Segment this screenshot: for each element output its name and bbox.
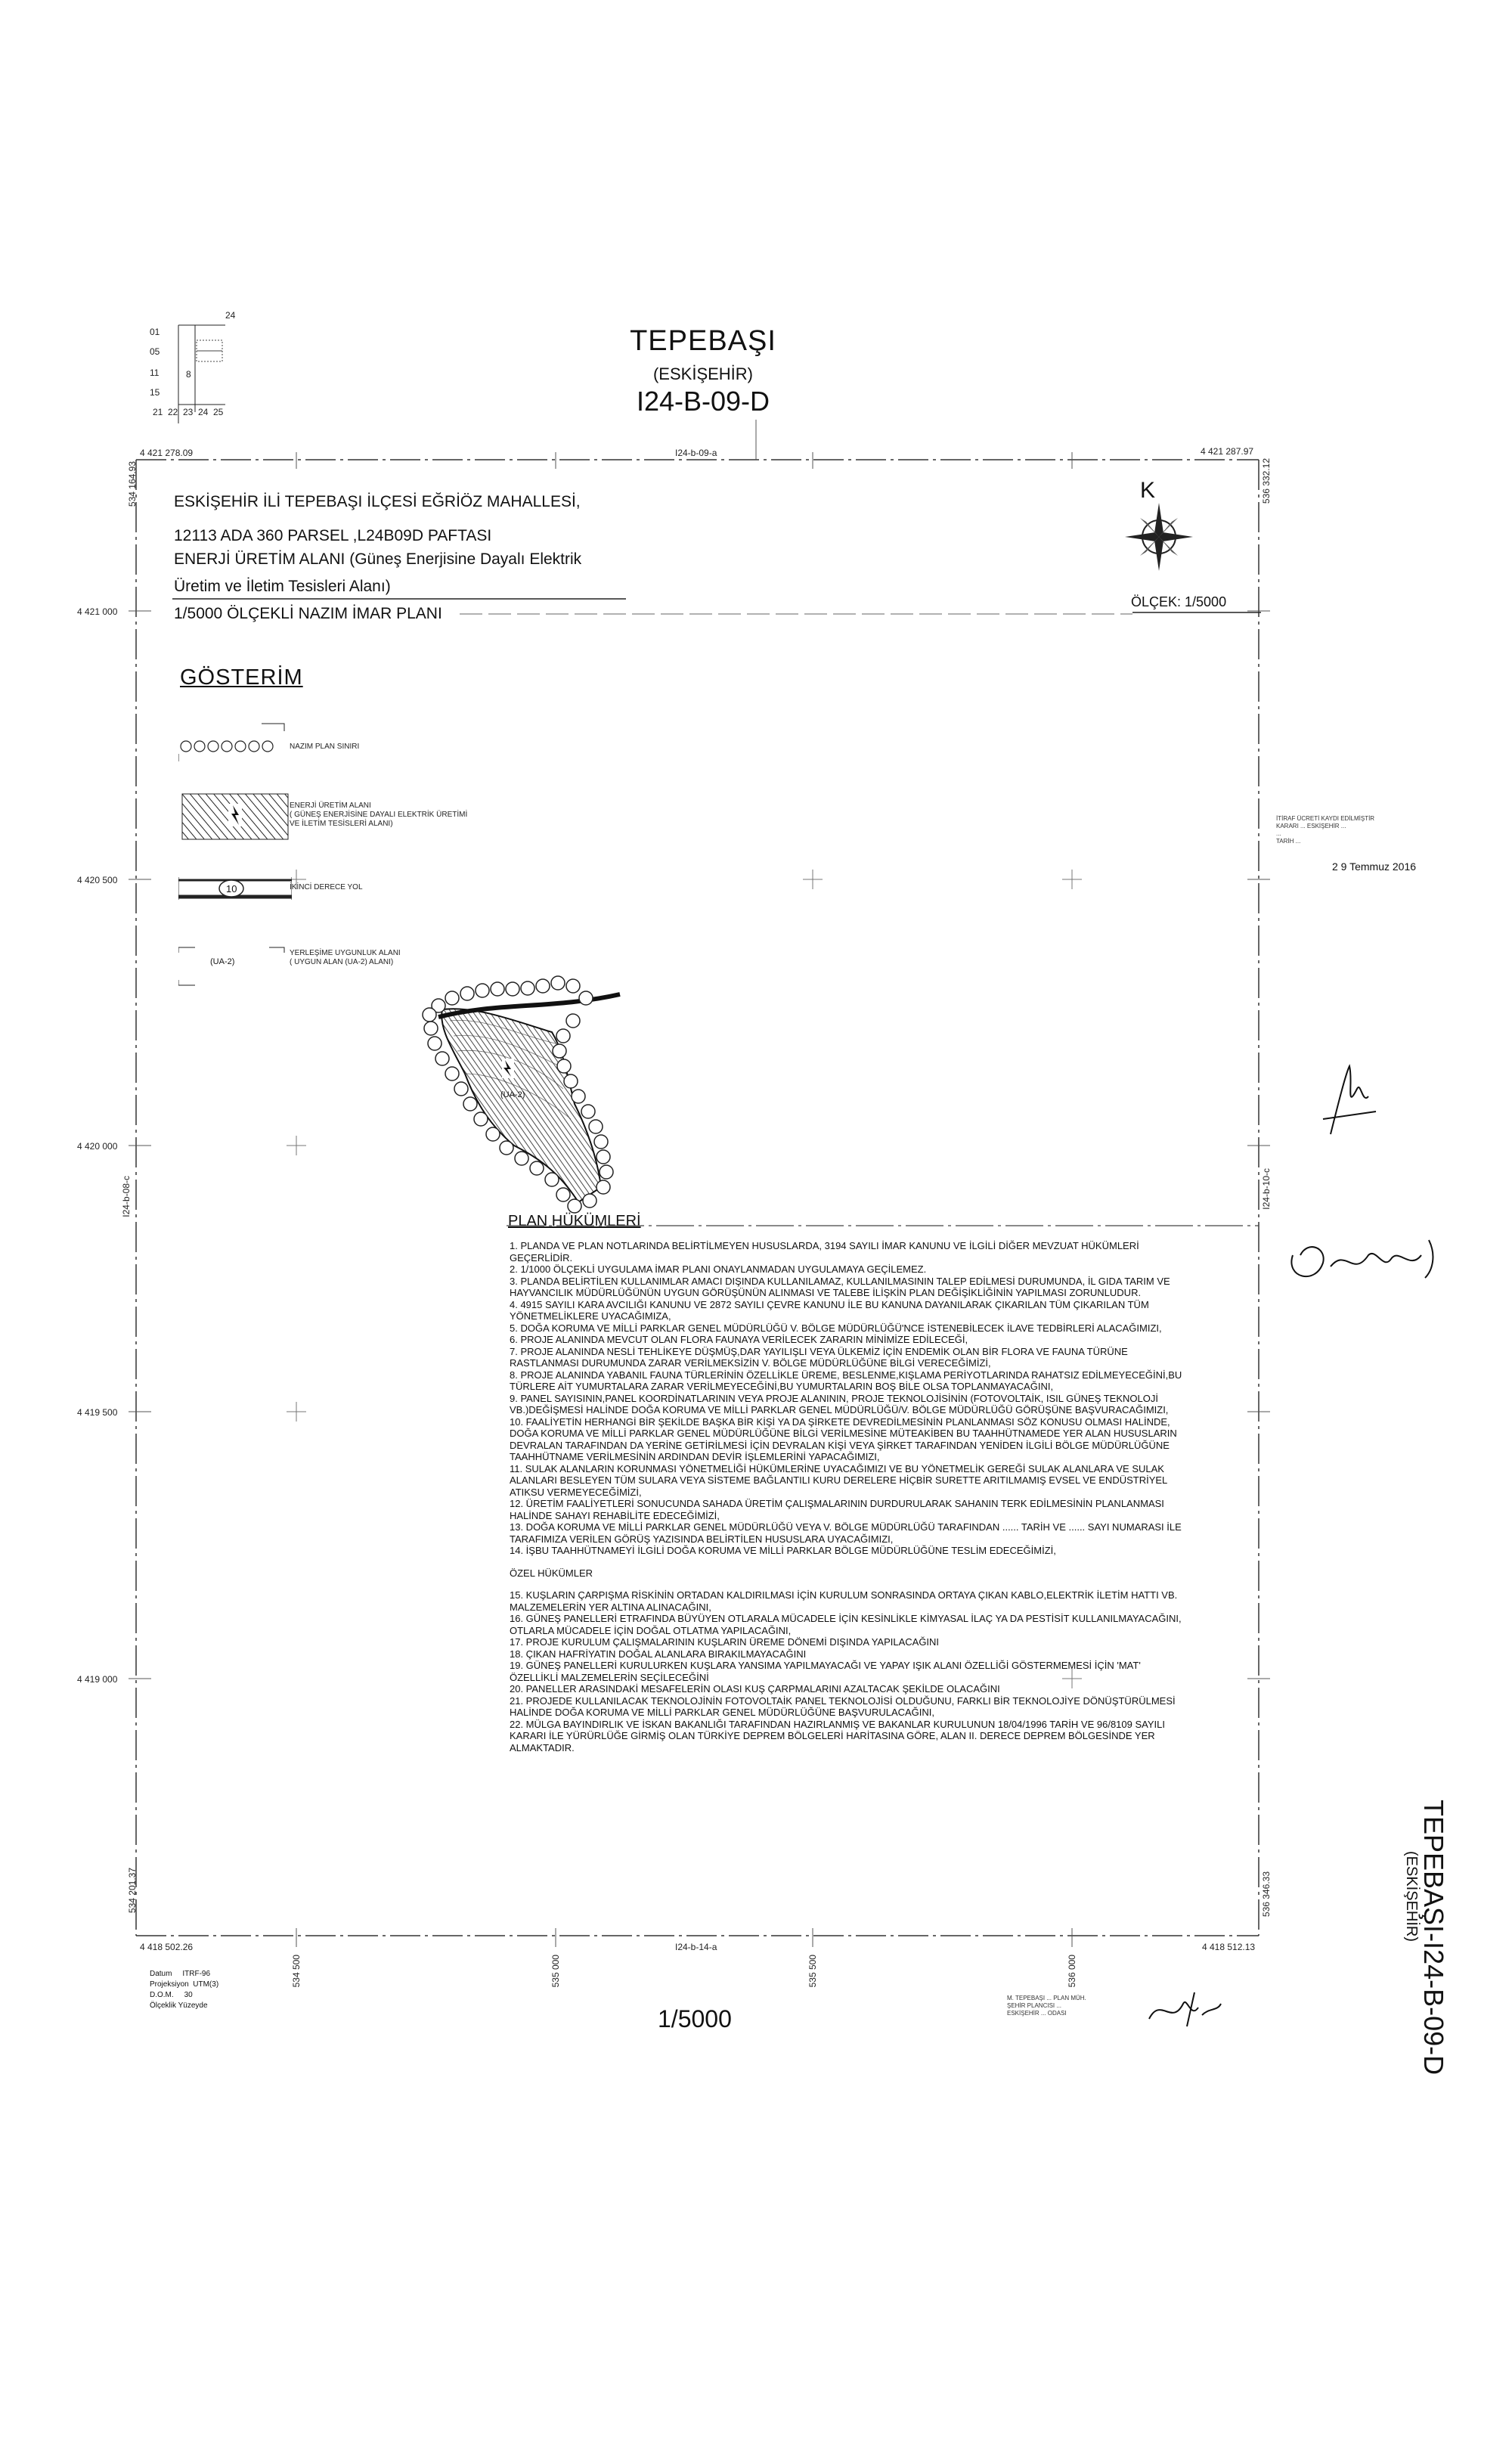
special-provision-item: 21. PROJEDE KULLANILACAK TEKNOLOJİNİN FOTOVOLTAİK PANEL TEKNOLOJİSİ OLDUĞUNU, FARKLI BİR TEKNOLOJİYE DÖNÜŞTÜRÜLMESİ HALİNDE DOĞA KORUMA VE MİLLİ PARKLAR GENEL MÜDÜRLÜĞÜNE BAŞVURULACAĞINI, — [510, 1694, 1176, 1718]
coord-label: I24-b-10-c — [1261, 1168, 1272, 1210]
project-line: 12113 ADA 360 PARSEL ,L24B09D PAFTASI — [174, 527, 492, 544]
meta-value: 30 — [184, 1991, 193, 1999]
zone-label: (UA-2) — [500, 1090, 525, 1099]
special-provision-item: 19. GÜNEŞ PANELLERİ KURULURKEN KUŞLARA YANSIMA YAPILMAYACAĞI VE YAPAY IŞIK ALANI ÖZELLİĞİ GÖSTERMEMESİ İÇİN 'MAT' ÖZELLİKLİ MALZEMELERİN SEÇİLECEĞİNİ — [510, 1660, 1141, 1683]
coord-label: 536 000 — [1067, 1955, 1077, 1988]
road-badge: 10 — [226, 883, 237, 894]
meta-value: UTM(3) — [193, 1980, 219, 1989]
coord-label: 4 421 278.09 — [140, 448, 194, 458]
footer-scale: 1/5000 — [658, 2005, 732, 2032]
sheet-province: (ESKİŞEHİR) — [652, 364, 754, 383]
provision-item: 1. PLANDA VE PLAN NOTLARINDA BELİRTİLMEYEN HUSUSLARDA, 3194 SAYILI İMAR KANUNU VE İLGİLİ DİĞER MEVZUAT HÜKÜMLERİ GEÇERLİDİR. — [510, 1240, 1139, 1263]
special-provision-item: 15. KUŞLARIN ÇARPIŞMA RİSKİNİN ORTADAN KALDIRILMASI İÇİN KURULUM SONRASINDA ORTAYA ÇIKAN KABLO,ELEKTRİK İLETİM HATTI VB. MALZEMELERİN YER ALTINA ALINACAĞINI, — [510, 1589, 1178, 1613]
meta-key: D.O.M. — [150, 1991, 174, 1999]
side-subtitle: (ESKİŞEHİR) — [1403, 1851, 1420, 1942]
provision-item: 5. DOĞA KORUMA VE MİLLİ PARKLAR GENEL MÜDÜRLÜĞÜ V. BÖLGE MÜDÜRLÜĞÜ'NCE İSTENEBİLECEK İLAVE TEDBİRLERİ ALACAĞIMIZI, — [510, 1322, 1162, 1334]
provision-item: 13. DOĞA KORUMA VE MİLLİ PARKLAR GENEL MÜDÜRLÜĞÜ VEYA V. BÖLGE MÜDÜRLÜĞÜ TARAFINDAN ...... TARİH VE ...... SAYI NUMARASI İLE TARAFIMIZA VERİLEN GÖRÜŞ YAZISINDA BELİRTİLEN HUSUSLARA UYACAĞIMIZI, — [510, 1521, 1182, 1545]
index-number: 24 — [225, 310, 236, 321]
provision-item: 8. PROJE ALANINDA YABANIL FAUNA TÜRLERİNİN ÖZELLİKLE ÜREME, BESLENME,KIŞLAMA PERİYOTLARINDA RAHATSIZ EDİLMEYECEĞİNİ,BU TÜRLERE AİT YUMURTALARA ZARAR VERİLMEYECEĞİNİ,BU YUMURTALARIN BOŞ BİLE OLSA TOPLANMAYACAĞINI, — [510, 1369, 1182, 1392]
coord-label: 535 500 — [807, 1955, 818, 1988]
provision-item: 12. ÜRETİM FAALİYETLERİ SONUCUNDA SAHADA ÜRETİM ÇALIŞMALARININ DURDURULARAK SAHANIN TERK EDİLMESİNİN PLANLANMASI HALİNDE SAHAYI REHABİLİTE EDECEĞİMİZİ, — [510, 1498, 1164, 1521]
legend-label: YERLEŞİME UYGUNLUK ALANI ( UYGUN ALAN (UA-2) ALANI) — [290, 949, 401, 966]
legend-heading: GÖSTERİM — [180, 665, 303, 690]
meta-key: Datum — [150, 1970, 172, 1978]
index-number: 05 — [150, 346, 160, 357]
coord-label: 534 164.93 — [127, 461, 138, 507]
index-number: 11 — [150, 367, 160, 378]
title-underline — [172, 596, 1261, 626]
meta-key: Projeksiyon — [150, 1980, 189, 1989]
north-arrow-icon — [1125, 499, 1193, 575]
special-provisions-title: ÖZEL HÜKÜMLER — [510, 1567, 593, 1579]
legend-label: NAZIM PLAN SINIRI — [290, 743, 360, 751]
stamp-line: ESKİŞEHİR ... ODASI — [1007, 2010, 1067, 2017]
index-number: 22 — [168, 407, 178, 417]
sheet-title: TEPEBAŞI — [630, 325, 776, 357]
side-title: TEPEBAŞI-I24-B-09-D — [1418, 1800, 1449, 2076]
index-number: 25 — [213, 407, 224, 417]
provisions-list — [510, 1240, 1190, 1753]
provision-item: 6. PROJE ALANINDA MEVCUT OLAN FLORA FAUNAYA VERİLECEK ZARARIN MİNİMİZE EDİLECEĞİ, — [510, 1334, 968, 1345]
stamp-line: ŞEHİR PLANCISI ... — [1007, 2002, 1062, 2009]
meta-value: ITRF-96 — [182, 1970, 211, 1978]
provisions-line — [507, 1223, 1259, 1228]
special-provision-item: 20. PANELLER ARASINDAKİ MESAFELERİN OLASI KUŞ ÇARPMALARINI AZALTACAK ŞEKİLDE OLACAĞINI — [510, 1683, 1000, 1694]
provision-item: 3. PLANDA BELİRTİLEN KULLANIMLAR AMACI DIŞINDA KULLANILAMAZ, KULLANILMASININ TALEP EDİLMESİ DURUMUNDA, İL GIDA TARIM VE HAYVANCILIK MÜDÜRLÜĞÜNÜN UYGUN GÖRÜŞÜNÜN ALINMASI VE TALEBE İLİŞKİN PLAN DEĞİŞİKLİĞİNİN YAPILMASI ZORUNLUDUR. — [510, 1275, 1170, 1298]
coord-label: 4 421 287.97 — [1201, 446, 1254, 457]
coord-label: 4 419 000 — [77, 1674, 118, 1685]
signature-mark — [1315, 1059, 1383, 1142]
project-line: ENERJİ ÜRETİM ALANI (Güneş Enerjisine Dayalı Elektrik — [174, 550, 582, 568]
meta-key: Ölçeklik Yüzeyde — [150, 2001, 208, 2010]
footer-meta — [150, 1969, 271, 2011]
provision-item: 14. İŞBU TAAHHÜTNAMEYİ İLGİLİ DOĞA KORUMA VE MİLLİ PARKLAR BÖLGE MÜDÜRLÜĞÜNE TESLİM EDECEĞİMİZİ, — [510, 1545, 1056, 1556]
approval-date: 2 9 Temmuz 2016 — [1332, 860, 1417, 873]
provision-item: 10. FAALİYETİN HERHANGİ BİR ŞEKİLDE BAŞKA BİR KİŞİ YA DA ŞİRKETE DEVREDİLMESİNİN PLANLANMASI SÖZ KONUSU OLMASI HALİNDE, DOĞA KORUMA VE MİLLİ PARKLAR GENEL MÜDÜRLÜĞÜNE BİLGİ VERİLMESİNE MÜTEAKİBEN BU TAAHHÜTNAMEDE YER ALAN HUSUSLARIN DEVRALAN TARAFINDAN DA YERİNE GETİRİLMESİ İÇİN DEVRALAN KİŞİ VEYA ŞİRKET TARAFINDAN YENİDEN İLGİLİ BÖLGE MÜDÜRLÜĞÜNE TAAHHÜTNAME VERİLMESİNİN ARDINDAN DEVİR İŞLEMLERİNİ YAPACAĞIMIZI, — [510, 1415, 1177, 1462]
signature-mark — [1278, 1225, 1444, 1293]
provisions-title: PLAN HÜKÜMLERİ — [508, 1213, 641, 1229]
footer-stamp — [1007, 1995, 1158, 2017]
coord-label: 4 418 512.13 — [1202, 1942, 1256, 1952]
stamp-line: TARİH ... — [1276, 838, 1301, 845]
index-number: 15 — [150, 387, 160, 398]
provision-item: 4. 4915 SAYILI KARA AVCILIĞI KANUNU VE 2872 SAYILI ÇEVRE KANUNU İLE BU KANUNA DAYANILARAK ÇIKARILAN TÜM ÇIKARILAN TÜM YÖNETMELİKLERE UYACAĞIMIZA, — [510, 1298, 1149, 1322]
provision-item: 9. PANEL SAYISININ,PANEL KOORDİNATLARININ VEYA PROJE ALANININ, PROJE TEKNOLOJİSİNİN (FOTOVOLTAİK, ISIL GÜNEŞ TEKNOLOJİ VB.)DEĞİŞMESİ HALİNDE DOĞA KORUMA VE MİLLİ PARKLAR GENEL MÜDÜRLÜĞÜ/V. BÖLGE MÜDÜRLÜĞÜ GÖRÜŞÜNE BAŞVURACAĞIMIZI, — [510, 1392, 1169, 1415]
special-provision-item: 16. GÜNEŞ PANELLERİ ETRAFINDA BÜYÜYEN OTLARALA MÜCADELE İÇİN KESİNLİKLE KİMYASAL İLAÇ YA DA PESTİSİT KULLANILMAYACAĞINI, OTLARLA MÜCADELE İÇİN DOĞAL OTLATMA YAPILACAĞINI, — [510, 1613, 1182, 1636]
legend-label: ENERJİ ÜRETİM ALANI ( GÜNEŞ ENERJİSİNE DAYALI ELEKTRİK ÜRETİMİ VE İLETİM TESİSLERİ ALANI) — [290, 801, 468, 828]
approval-stamp — [1276, 815, 1427, 845]
coord-label: 534 500 — [291, 1955, 302, 1988]
coord-label: 4 418 502.26 — [140, 1942, 194, 1952]
settlement-badge: (UA-2) — [210, 957, 235, 966]
coord-label: 4 419 500 — [77, 1407, 118, 1418]
index-number: 23 — [183, 407, 194, 417]
stamp-line: İTİRAF ÜCRETİ KAYDI EDİLMİŞTİR — [1276, 815, 1375, 822]
stamp-line: M. TEPEBAŞI ... PLAN MÜH. — [1007, 1995, 1086, 2001]
index-number: 21 — [153, 407, 163, 417]
signature-mark — [1142, 1981, 1225, 2034]
coord-label: 536 346.33 — [1261, 1871, 1272, 1918]
legend-symbol-energy-area — [178, 790, 292, 843]
special-provision-item: 22. MÜLGA BAYINDIRLIK VE İSKAN BAKANLIĞI TARAFINDAN HAZIRLANMIŞ VE BAKANLAR KURULUNUN 18/04/1996 TARİH VE 96/8109 SAYILI KARARI İLE YÜRÜRLÜĞE GİRMİŞ OLAN TÜRKİYE DEPREM BÖLGELERİ HARİTASINA GÖRE, ALAN II. DERECE DEPREM BÖLGESİNDE YER ALMAKTADIR. — [510, 1718, 1165, 1753]
coord-label: I24-b-08-c — [121, 1176, 132, 1217]
index-number: 24 — [198, 407, 209, 417]
coord-label: 534 201.37 — [127, 1868, 138, 1914]
parcel-drawing — [408, 975, 650, 1225]
index-number: 8 — [186, 369, 191, 380]
coord-label: 535 000 — [550, 1955, 561, 1988]
provision-item: 2. 1/1000 ÖLÇEKLİ UYGULAMA İMAR PLANI ONAYLANMADAN UYGULAMAYA GEÇİLEMEZ. — [510, 1263, 927, 1275]
coord-label: I24-b-09-a — [675, 448, 717, 458]
special-provision-item: 18. ÇIKAN HAFRİYATIN DOĞAL ALANLARA BIRAKILMAYACAĞINI — [510, 1648, 807, 1660]
provision-item: 7. PROJE ALANINDA NESLİ TEHLİKEYE DÜŞMÜŞ,DAR YAYILIŞLI VEYA ÜLKEMİZ İÇİN ENDEMİK OLAN BİR FLORA VE FAUNA TÜRÜNE RASTLANMASI DURUMUNDA ZARAR VERİLMEKSİZİN V. BÖLGE MÜDÜRLÜĞÜNE BİLGİ VERECEĞİMİZİ, — [510, 1345, 1128, 1369]
north-label: K — [1140, 478, 1156, 503]
coord-label: 4 420 000 — [77, 1141, 118, 1152]
stamp-line: KARARI ... ESKİŞEHİR ... — [1276, 823, 1346, 829]
legend-symbol-settlement — [178, 944, 292, 989]
index-number: 01 — [150, 327, 160, 337]
special-provision-item: 17. PROJE KURULUM ÇALIŞMALARININ KUŞLARIN ÜREME DÖNEMİ DIŞINDA YAPILACAĞINI — [510, 1636, 940, 1648]
project-line: 1/5000 ÖLÇEKLİ NAZIM İMAR PLANI — [174, 605, 442, 622]
provision-item: 11. SULAK ALANLARIN KORUNMASI YÖNETMELİĞİ HÜKÜMLERİNE UYACAĞIMIZI VE BU YÖNETMELİK GEREĞİ SULAK ALANLARA VE SULAK ALANLARI BESLEYEN TÜM SULARA VEYA SİSTEME BAĞLANTILI KURU DERELERE HİÇBİR SURETTE ARITILMAMIŞ EVSEL VE ENDÜSTRİYEL ATIKSU VERMEYECEĞİMİZİ, — [510, 1462, 1167, 1498]
coord-label: 4 421 000 — [77, 606, 118, 617]
coord-label: 4 420 500 — [77, 875, 118, 885]
stamp-line: ... — [1276, 830, 1281, 837]
project-line: ESKİŞEHİR İLİ TEPEBAŞI İLÇESİ EĞRİÖZ MAHALLESİ, — [174, 493, 581, 510]
coord-label: 536 332.12 — [1261, 458, 1272, 504]
project-line: Üretim ve İletim Tesisleri Alanı) — [174, 578, 391, 595]
legend-label: İKİNCİ DERECE YOL — [290, 883, 363, 891]
coord-label: I24-b-14-a — [675, 1942, 717, 1952]
sheet-code: I24-B-09-D — [636, 386, 770, 417]
map-scale-label: ÖLÇEK: 1/5000 — [1131, 594, 1227, 609]
legend-symbol-plan-boundary — [178, 720, 292, 765]
